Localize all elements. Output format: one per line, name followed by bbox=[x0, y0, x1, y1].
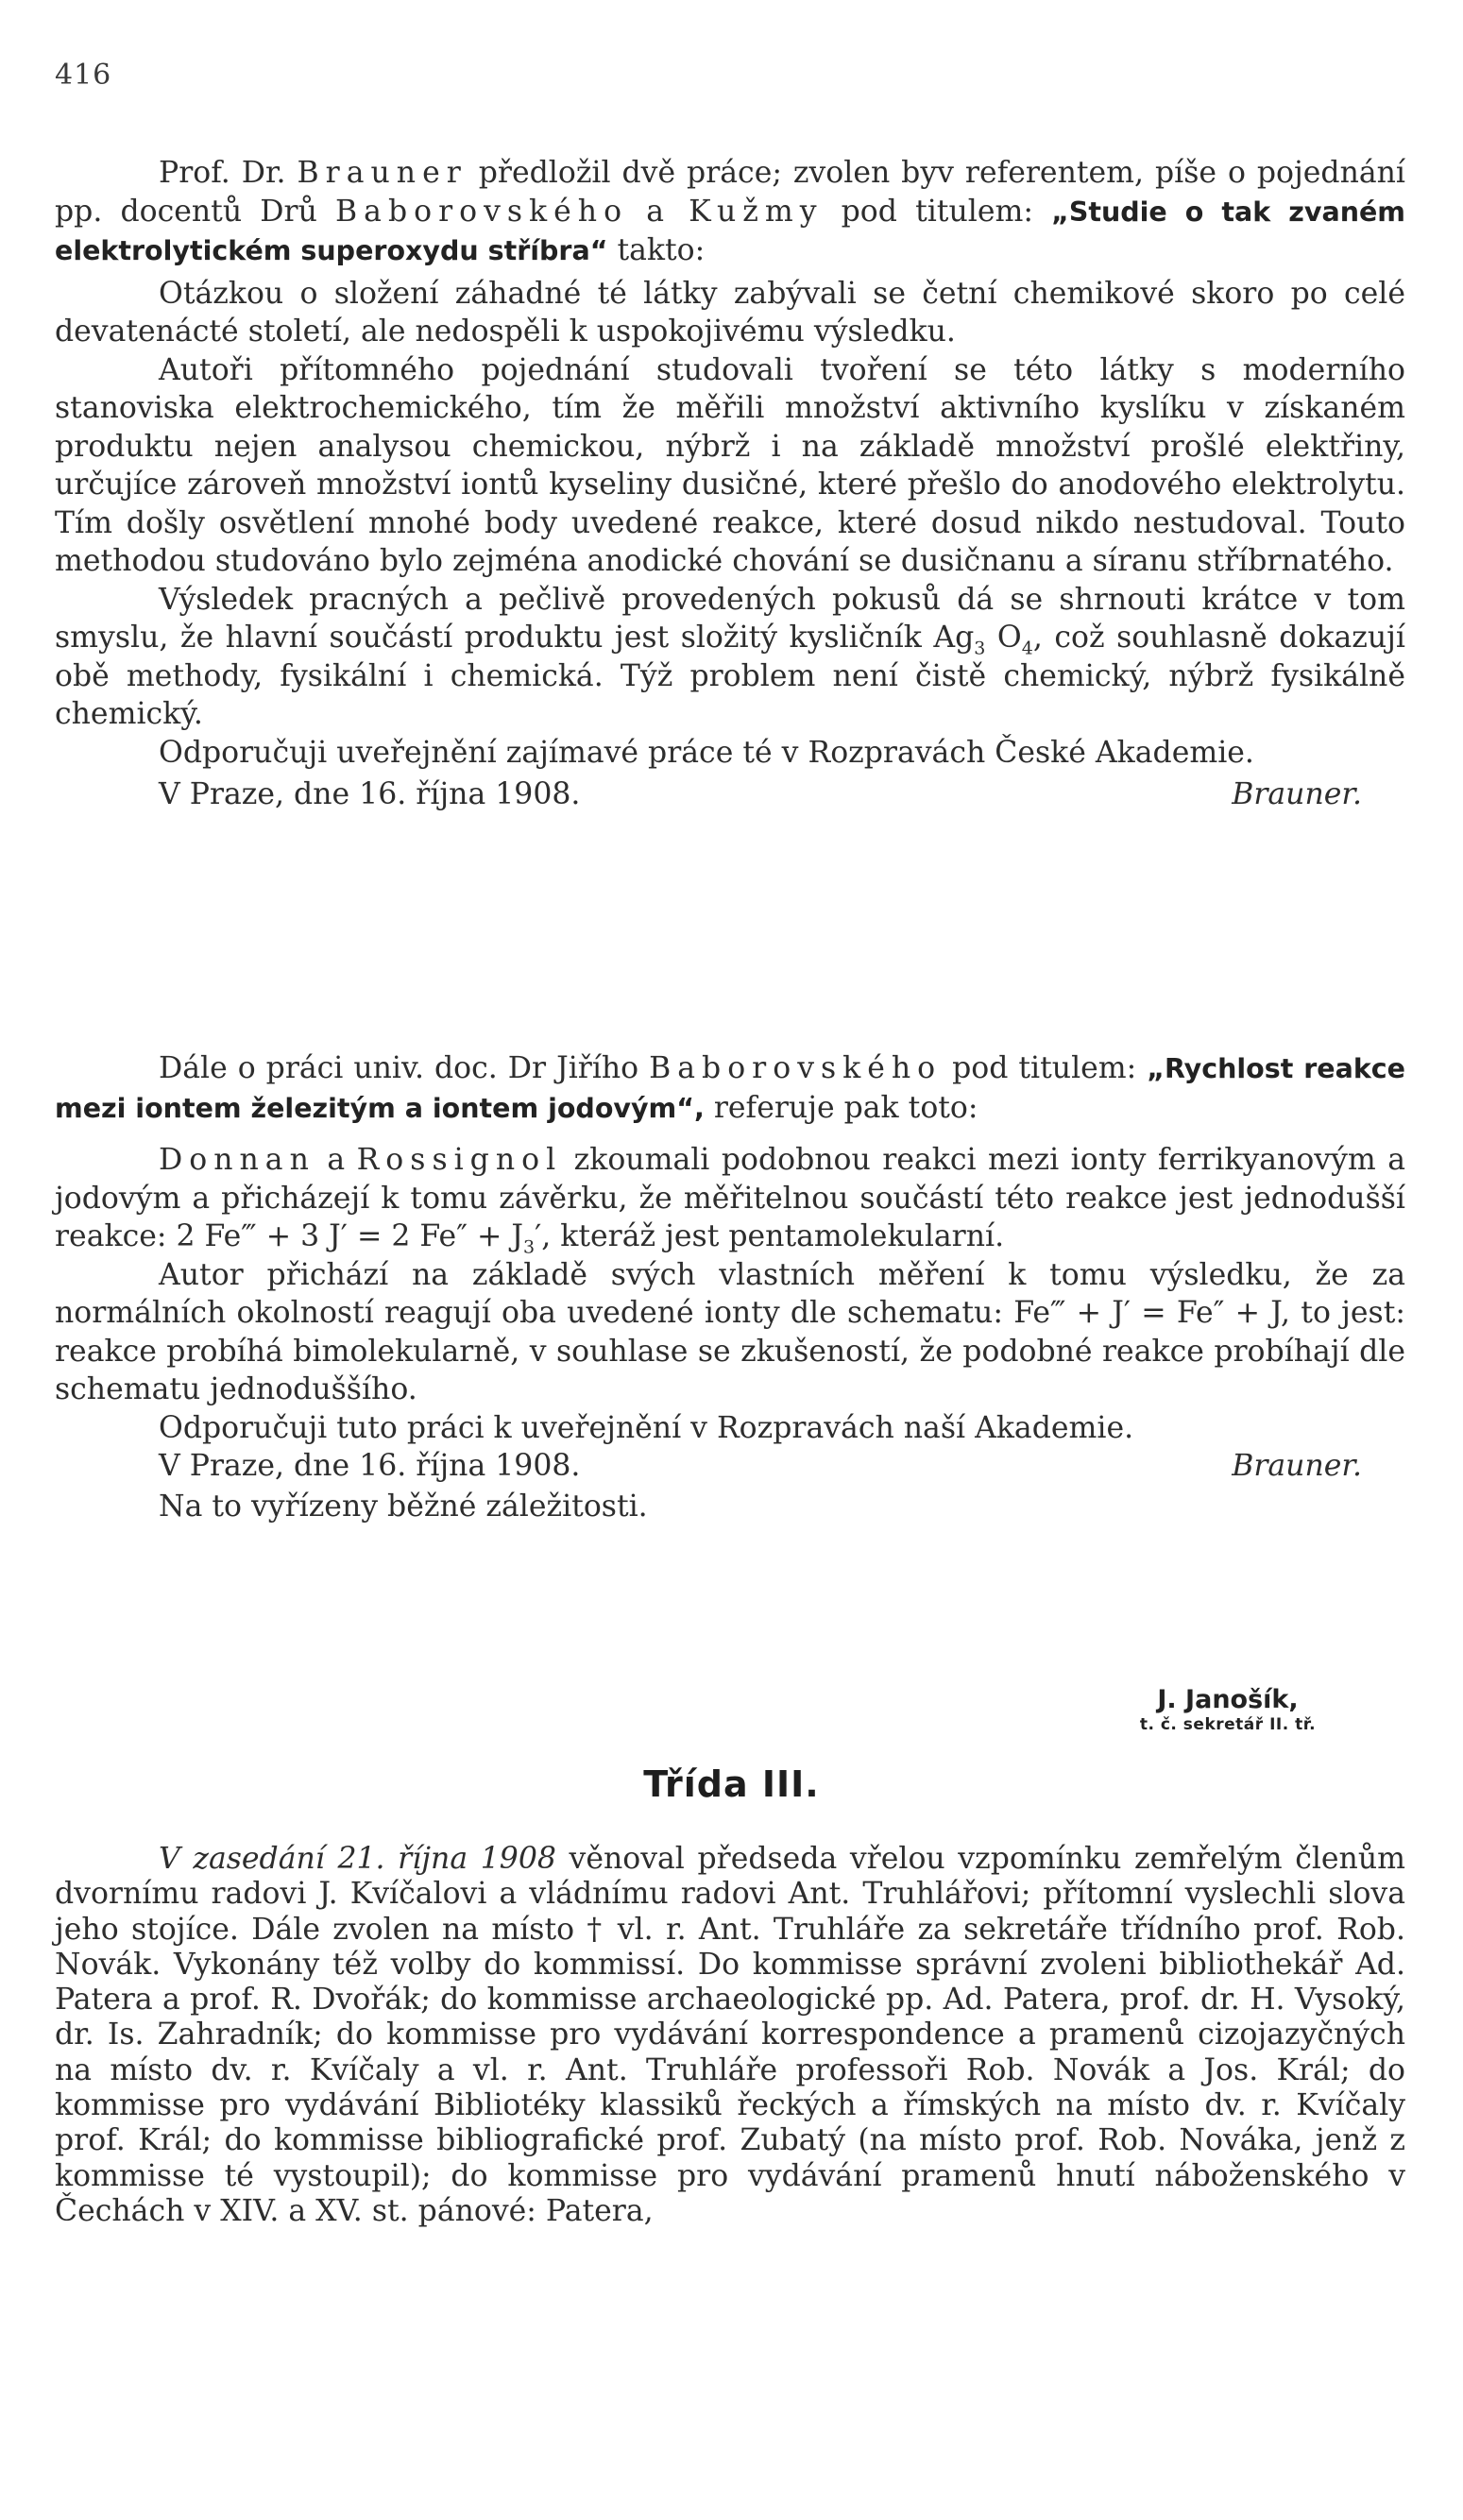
secretary-signature bbox=[1086, 1685, 1369, 1734]
formula-part: O bbox=[985, 621, 1022, 655]
report-2-dateline bbox=[55, 1447, 1405, 1486]
report-2-intro bbox=[55, 1049, 1405, 1128]
signature: Brauner. bbox=[1232, 777, 1362, 811]
chemical-formula bbox=[933, 621, 1033, 659]
secretary-role: t. č. sekretář II. tř. bbox=[1139, 1715, 1317, 1734]
report-1-para-2: Autoři přítomného pojednání studovali tvoření se této látky s moderního stanoviska elektrochemického, tím že měřili množství aktivního kyslíku v získaném produktu nejen analysou chemickou, nýbrž i na základě množství prošlé elektřiny, určujíce zároveň množství iontů kyseliny dusičné, které přešlo do anodového elektrolytu. Tím došly osvětlení mnohé body uvedené reakce, které dosud nikdo nestudoval. Touto methodou studováno bylo zejména anodické chování se dusičnanu a síranu stříbrnatého. bbox=[55, 352, 1405, 578]
session-paragraph bbox=[55, 1842, 1405, 2229]
cited-author: Rossignol bbox=[356, 1143, 563, 1177]
section-heading: Třída III. bbox=[643, 1763, 820, 1805]
signature: Brauner. bbox=[1232, 1449, 1362, 1483]
title-suffix: takto: bbox=[617, 233, 706, 267]
conjunction: a bbox=[646, 194, 671, 229]
author-first-name: Jiřího bbox=[556, 1051, 639, 1085]
report-2-para-2: Autor přichází na základě svých vlastních měření k tomu výsledku, že za normálních okolností reagují oba uvedené ionty dle schematu: Fe‴ + J′ = Fe″ + J, to jest: reakce probíhá bimolekularně, v souhlase se zkušeností, že podobné reakce probíhají dle schematu jednoduššího. bbox=[55, 1257, 1405, 1406]
referee-name: Brauner bbox=[297, 156, 468, 190]
report-1-para-4: Odporučuji uveřejnění zajímavé práce té v Rozpravách České Akademie. bbox=[159, 735, 1254, 770]
author-name: Baborovského bbox=[649, 1051, 943, 1085]
date-line: V Praze, dne 16. října 1908. bbox=[159, 1449, 581, 1483]
intro-suffix: pod titulem: bbox=[952, 1051, 1137, 1085]
report-1-para-1: Otázkou o složení záhadné té látky zabývali se četní chemikové skoro po celé devatenácté století, ale nedospěli k uspokojivému výsledku. bbox=[55, 276, 1405, 349]
intro-prefix: Dále o práci univ. doc. Dr bbox=[159, 1051, 547, 1085]
author-name: Baborovského bbox=[335, 194, 629, 229]
intro-prefix: Prof. Dr. bbox=[159, 156, 286, 190]
formula-part: Ag bbox=[933, 621, 975, 655]
report-1-intro bbox=[55, 154, 1405, 271]
para-text: zkoumali podobnou reakci mezi ionty ferrikyanovým a jodovým a přicházejí k tomu závěrku, že měřitelnou součástí této reakce jest jednodušší reakce: 2 Fe‴ + 3 J′ = 2 Fe″ + J bbox=[55, 1143, 1406, 1253]
para-text: , což souhlasně dokazují obě methody, fysikální i chemická. Týž problem není čistě chemický, nýbrž fysikálně chemický. bbox=[55, 621, 1406, 731]
secretary-name: J. Janošík, bbox=[1157, 1685, 1299, 1714]
intro-suffix: pod titulem: bbox=[841, 194, 1033, 229]
report-2-para-3: Odporučuji tuto práci k uveřejnění v Rozpravách naší Akademie. bbox=[159, 1410, 1134, 1445]
paper-title: „Rychlost reakce mezi iontem železitým a iontem jodovým“, bbox=[55, 1053, 1405, 1124]
session-report bbox=[55, 1842, 1405, 2229]
title-suffix: referuje pak toto: bbox=[713, 1090, 978, 1125]
report-2-para-1 bbox=[55, 1141, 1405, 1256]
formula-subscript: 4 bbox=[1021, 638, 1033, 659]
closing-line: Na to vyřízeny běžné záležitosti. bbox=[159, 1489, 648, 1524]
date-line: V Praze, dne 16. října 1908. bbox=[159, 777, 581, 811]
session-date: V zasedání 21. října 1908 bbox=[159, 1842, 556, 1876]
paper-title: „Studie o tak zvaném elektrolytickém superoxydu stříbra“ bbox=[55, 196, 1406, 266]
session-text: věnoval předseda vřelou vzpomínku zemřelým členům dvornímu radovi J. Kvíčalovi a vládnímu radovi Ant. Truhlářovi; přítomní vyslechli slova jeho stojíce. Dále zvolen na místo † vl. r. Ant. Truhláře za sekretáře třídního prof. Rob. Novák. Vykonány též volby do kommissí. Do kommisse správní zvoleni bibliothekář Ad. Patera a prof. R. Dvořák; do kommisse archaeologické pp. Ad. Patera, prof. dr. H. Vysoký, dr. Is. Zahradník; do kommisse pro vydávání korrespondence a pramenů cizojazyčných na místo dv. r. Kvíčaly a vl. r. Ant. Truhláře professoři Rob. Novák a Jos. Král; do kommisse pro vydávání Bibliotéky klassiků řeckých a římských na místo dv. r. Kvíčaly prof. Král; do kommisse bibliografické prof. Zubatý (na místo prof. Rob. Nováka, jenž z kommisse té vystoupil); do kommisse pro vydávání pramenů hnutí náboženského v Čechách v XIV. a XV. st. pánové: Patera, bbox=[55, 1842, 1405, 2228]
para-text: Výsledek pracných a pečlivě provedených pokusů dá se shrnouti krátce v tom smyslu, že hlavní součástí produktu jest složitý kysličník bbox=[55, 582, 1405, 655]
report-2 bbox=[55, 1049, 1405, 1525]
report-1-dateline bbox=[55, 775, 1405, 814]
cited-author: Donnan bbox=[159, 1143, 315, 1177]
formula-subscript: 3 bbox=[974, 638, 986, 659]
page-number: 416 bbox=[55, 59, 112, 92]
intro-text: předložil dvě práce; zvolen byv referentem, píše o pojednání pp. docentů Drů bbox=[55, 156, 1406, 229]
report-1 bbox=[55, 154, 1405, 814]
formula-subscript: 3 bbox=[523, 1236, 536, 1258]
author-name: Kužmy bbox=[689, 194, 824, 229]
para-text: ′, kteráž jest pentamolekularní. bbox=[535, 1219, 1005, 1253]
report-1-para-3 bbox=[55, 581, 1405, 734]
conjunction: a bbox=[327, 1143, 346, 1177]
